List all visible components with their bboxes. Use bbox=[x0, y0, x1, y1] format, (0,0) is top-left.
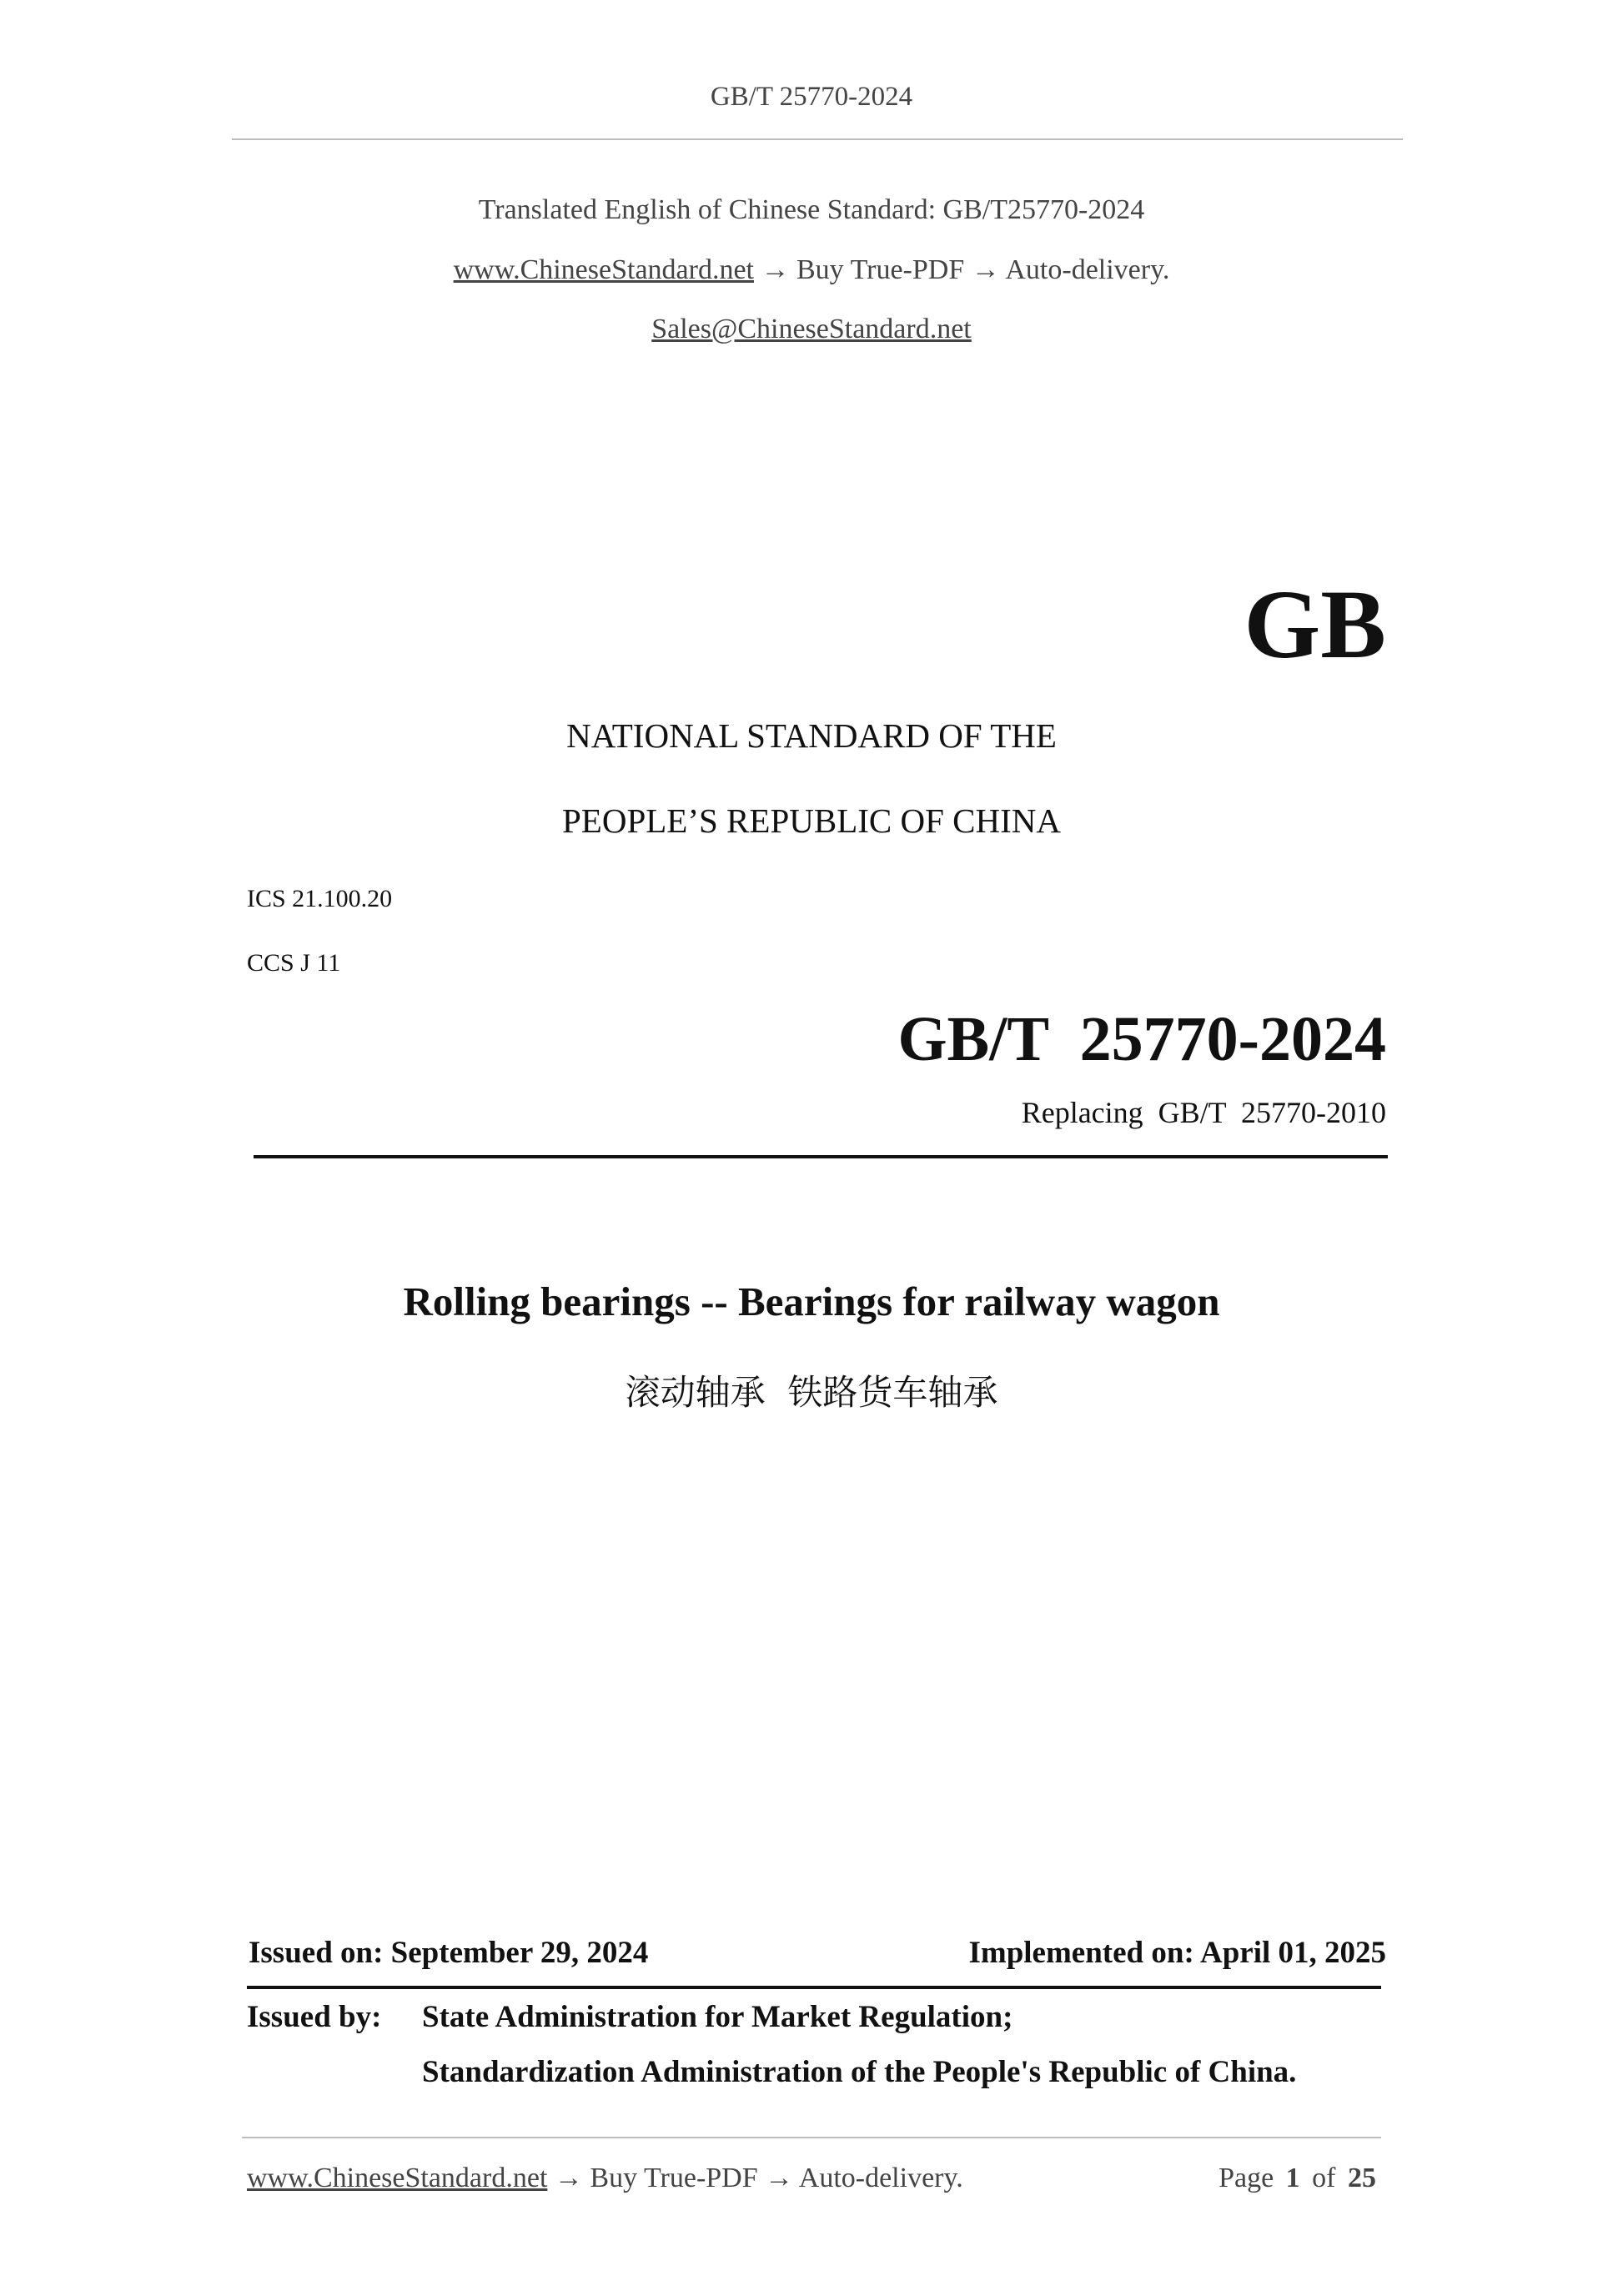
national-standard-line2: PEOPLE’S REPUBLIC OF CHINA bbox=[562, 801, 1061, 840]
page-label: Page bbox=[1219, 2163, 1274, 2193]
promo-line: Translated English of Chinese Standard: GB/T25770-2024 bbox=[478, 194, 1145, 225]
national-standard-line1: NATIONAL STANDARD OF THE bbox=[566, 716, 1057, 755]
title-chinese: 滚动轴承 铁路货车轴承 bbox=[625, 1372, 998, 1413]
buy-true-pdf-link: Buy True-PDF bbox=[796, 254, 965, 285]
site-link[interactable]: www.ChineseStandard.net bbox=[453, 254, 754, 285]
footer-site-link[interactable]: www.ChineseStandard.net bbox=[247, 2163, 548, 2193]
footer-buy-true-pdf: Buy True-PDF bbox=[590, 2163, 758, 2193]
gb-logo: GB bbox=[1244, 570, 1386, 679]
title-english: Rolling bearings -- Bearings for railway wagon bbox=[403, 1279, 1220, 1324]
auto-delivery-text: Auto-delivery. bbox=[1005, 254, 1170, 285]
standard-code: GB/T 25770-2024 bbox=[897, 1004, 1386, 1074]
arrow-icon: → bbox=[765, 2163, 794, 2193]
email-link[interactable]: Sales@ChineseStandard.net bbox=[651, 314, 972, 344]
replacing-note: Replacing GB/T 25770-2010 bbox=[1021, 1096, 1386, 1129]
header-divider bbox=[232, 138, 1403, 140]
ics-code: ICS 21.100.20 bbox=[247, 885, 393, 912]
running-header: GB/T 25770-2024 bbox=[710, 82, 913, 112]
footer-auto-delivery: Auto-delivery. bbox=[798, 2163, 963, 2193]
arrow-icon: → bbox=[554, 2163, 583, 2193]
page-number: 1 bbox=[1285, 2163, 1300, 2193]
promo-email bbox=[0, 314, 1623, 345]
issuer-1: State Administration for Market Regulation; bbox=[422, 2000, 1013, 2034]
footer-divider bbox=[242, 2137, 1381, 2138]
issued-by-label: Issued by: bbox=[247, 2000, 382, 2034]
issued-on: Issued on: September 29, 2024 bbox=[249, 1936, 649, 1970]
implemented-on: Implemented on: April 01, 2025 bbox=[968, 1936, 1386, 1970]
promo-links bbox=[0, 254, 1623, 286]
issuer-2: Standardization Administration of the People's Republic of China. bbox=[422, 2055, 1297, 2089]
dates-divider bbox=[247, 1986, 1381, 1989]
page-total: 25 bbox=[1348, 2163, 1376, 2193]
of-label: of bbox=[1312, 2163, 1336, 2193]
footer-links bbox=[247, 2163, 963, 2194]
arrow-icon: → bbox=[761, 254, 790, 285]
page-indicator bbox=[1219, 2163, 1376, 2194]
ccs-code: CCS J 11 bbox=[247, 949, 341, 977]
code-divider bbox=[254, 1155, 1388, 1158]
arrow-icon: → bbox=[971, 254, 1000, 285]
